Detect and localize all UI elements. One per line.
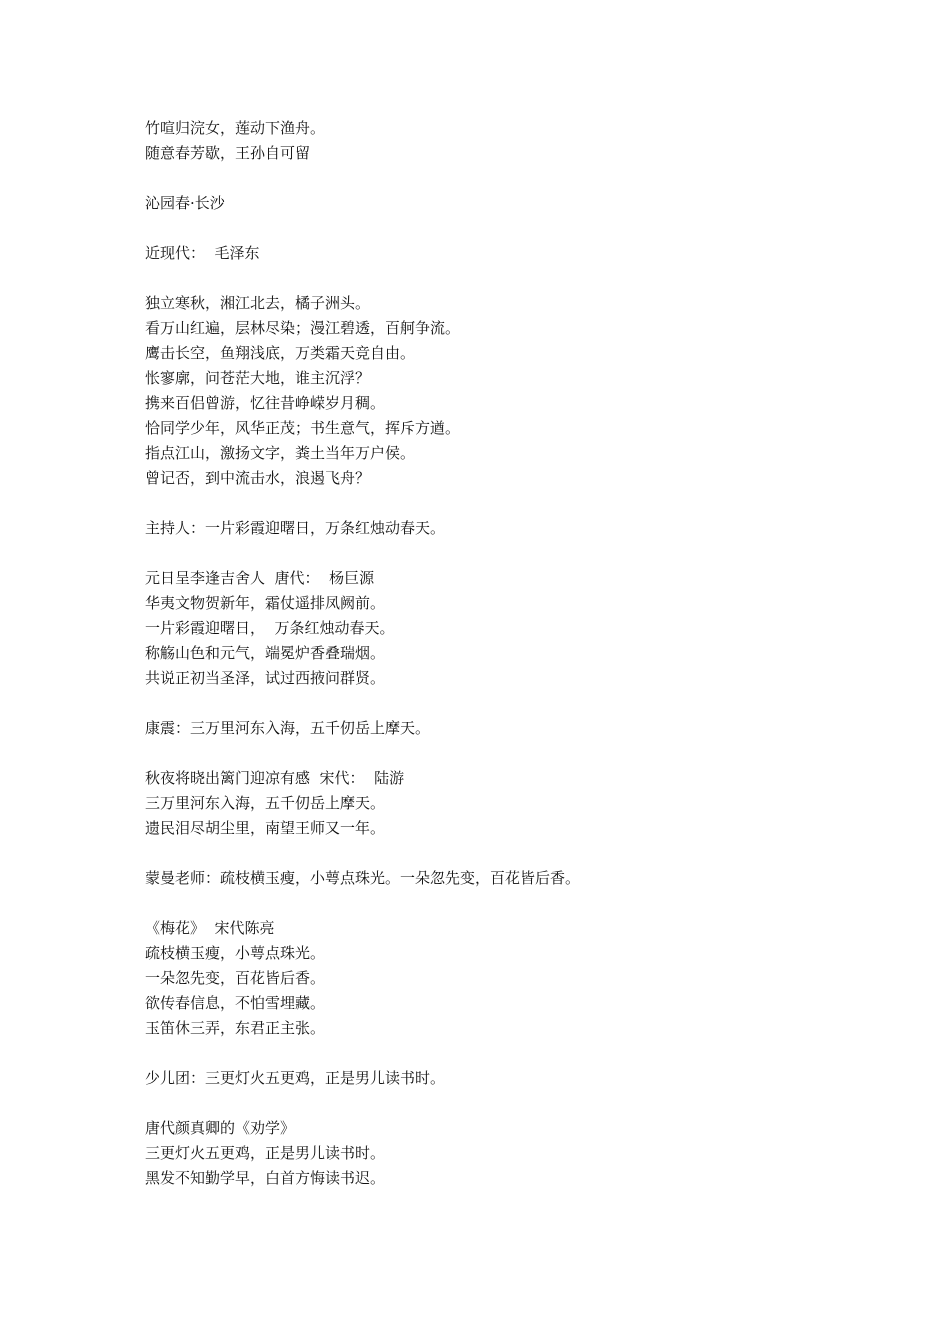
paragraph-gap <box>145 266 905 291</box>
text-line: 元日呈李逢吉舍人 唐代： 杨巨源 <box>145 569 375 587</box>
text-line: 三万里河东入海，五千仞岳上摩天。 <box>145 794 386 812</box>
text-line: 恰同学少年，风华正茂；书生意气，挥斥方遒。 <box>145 419 461 437</box>
text-block <box>145 866 905 891</box>
paragraph-gap <box>145 216 905 241</box>
text-line: 指点江山，激扬文字，粪土当年万户侯。 <box>145 444 416 462</box>
document-body <box>145 116 905 1191</box>
text-line: 竹喧归浣女，莲动下渔舟。 <box>145 119 326 137</box>
paragraph-gap <box>145 741 905 766</box>
text-block <box>145 916 905 1041</box>
text-line: 三更灯火五更鸡，正是男儿读书时。 <box>145 1144 386 1162</box>
text-line: 共说正初当圣泽，试过西掖问群贤。 <box>145 669 386 687</box>
paragraph-gap <box>145 166 905 191</box>
text-line: 蒙曼老师：疏枝横玉瘦，小萼点珠光。一朵忽先变，百花皆后香。 <box>145 869 581 887</box>
text-line: 鹰击长空，鱼翔浅底，万类霜天竞自由。 <box>145 344 416 362</box>
text-line: 沁园春·长沙 <box>145 194 225 212</box>
text-line: 独立寒秋，湘江北去，橘子洲头。 <box>145 294 371 312</box>
text-block <box>145 566 905 691</box>
text-block <box>145 516 905 541</box>
text-line: 唐代颜真卿的《劝学》 <box>145 1119 296 1137</box>
text-line: 遗民泪尽胡尘里，南望王师又一年。 <box>145 819 386 837</box>
text-line: 曾记否，到中流击水，浪遏飞舟？ <box>145 469 371 487</box>
text-line: 怅寥廓，问苍茫大地，谁主沉浮？ <box>145 369 371 387</box>
text-line: 主持人：一片彩霞迎曙日，万条红烛动春天。 <box>145 519 446 537</box>
text-block <box>145 191 905 216</box>
text-block <box>145 1066 905 1091</box>
text-line: 华夷文物贺新年，霜仗遥排凤阙前。 <box>145 594 386 612</box>
text-line: 《梅花》 宋代陈亮 <box>145 919 275 937</box>
text-line: 近现代： 毛泽东 <box>145 244 260 262</box>
text-block <box>145 766 905 841</box>
text-line: 康震：三万里河东入海，五千仞岳上摩天。 <box>145 719 431 737</box>
text-line: 称觞山色和元气，端冕炉香叠瑞烟。 <box>145 644 386 662</box>
text-line: 疏枝横玉瘦，小萼点珠光。 <box>145 944 326 962</box>
paragraph-gap <box>145 691 905 716</box>
text-line: 一朵忽先变，百花皆后香。 <box>145 969 326 987</box>
text-block <box>145 291 905 491</box>
text-line: 随意春芳歇，王孙自可留 <box>145 144 311 162</box>
text-block <box>145 241 905 266</box>
text-line: 携来百侣曾游，忆往昔峥嵘岁月稠。 <box>145 394 386 412</box>
text-block <box>145 1116 905 1191</box>
text-line: 玉笛休三弄，东君正主张。 <box>145 1019 326 1037</box>
paragraph-gap <box>145 541 905 566</box>
text-line: 欲传春信息，不怕雪埋藏。 <box>145 994 326 1012</box>
text-line: 秋夜将晓出篱门迎凉有感 宋代： 陆游 <box>145 769 405 787</box>
paragraph-gap <box>145 891 905 916</box>
text-line: 黑发不知勤学早，白首方悔读书迟。 <box>145 1169 386 1187</box>
paragraph-gap <box>145 1041 905 1066</box>
text-block <box>145 716 905 741</box>
paragraph-gap <box>145 491 905 516</box>
text-line: 看万山红遍，层林尽染；漫江碧透，百舸争流。 <box>145 319 461 337</box>
text-line: 一片彩霞迎曙日， 万条红烛动春天。 <box>145 619 395 637</box>
text-block <box>145 116 905 166</box>
paragraph-gap <box>145 841 905 866</box>
paragraph-gap <box>145 1091 905 1116</box>
text-line: 少儿团：三更灯火五更鸡，正是男儿读书时。 <box>145 1069 446 1087</box>
